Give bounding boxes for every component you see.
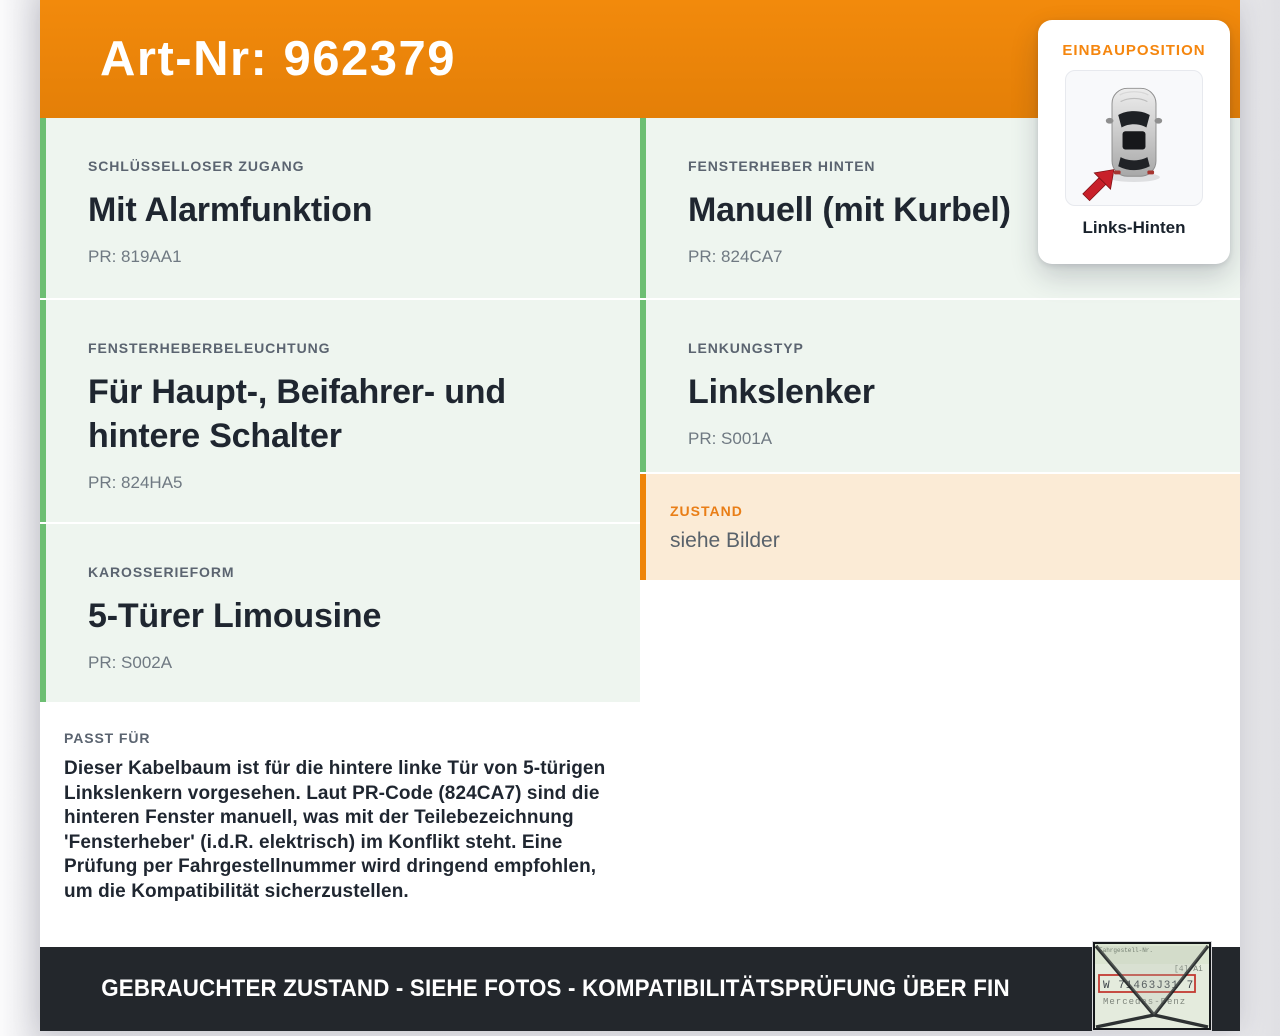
spec-pr-code: PR: 819AA1 [88,246,182,266]
spec-label: LENKUNGSTYP [688,340,804,356]
spec-card-schluesselloser-zugang [40,118,640,298]
spec-pr-code: PR: 824CA7 [688,246,783,266]
registration-document-icon [1092,941,1212,1031]
einbauposition-label: EINBAUPOSITION [1062,42,1206,59]
einbauposition-card [1038,20,1230,264]
spec-card-lenkungstyp [640,300,1240,472]
spec-card-karosserieform [40,524,640,702]
footer-note: GEBRAUCHTER ZUSTAND - SIEHE FOTOS - KOMPATIBILITÄTSPRÜFUNG ÜBER FIN [100,975,1010,1002]
car-taillight-right [1147,171,1154,175]
spec-label: FENSTERHEBERBELEUCHTUNG [88,340,331,356]
fits-for-label: PASST FÜR [64,730,151,746]
doc-brand-text: Mercedes-Benz [1103,997,1187,1007]
spec-label: SCHLÜSSELLOSER ZUGANG [88,158,305,174]
doc-top-label: Fahrgestell-Nr. [1099,947,1154,954]
condition-card [640,474,1240,580]
condition-value: siehe Bilder [670,529,780,552]
spec-pr-code: PR: S002A [88,652,173,672]
spec-label: FENSTERHEBER HINTEN [688,158,876,174]
doc-fin-text: W 71463J31 7 [1103,980,1195,992]
car-mirror-left [1106,118,1114,124]
spec-value: Manuell (mit Kurbel) [688,191,1011,229]
spec-pr-code: PR: S001A [688,428,773,448]
spec-value: Für Haupt-, Beifahrer- und hintere Schalter [88,373,506,455]
spec-pr-code: PR: 824HA5 [88,472,183,492]
einbauposition-value: Links-Hinten [1082,218,1186,237]
fits-for-card [40,704,640,940]
car-top-view-icon [1074,73,1194,203]
car-image-box [1065,70,1203,206]
spec-card-fensterheberbeleuchtung [40,300,640,522]
car-taillight-left [1114,171,1121,175]
spec-value: Mit Alarmfunktion [88,191,373,229]
page-title: Art-Nr: 962379 [100,32,456,86]
left-column [40,118,640,940]
spec-value: Linkslenker [688,373,875,411]
registration-document-thumbnail [1092,941,1212,1031]
fits-for-description: Dieser Kabelbaum ist für die hintere linke Tür von 5-türigen Linkslenkern vorgesehen. Laut PR-Code (824CA7) sind die hinteren Fenster manuell, was mit der Teilebezeichnung 'Fensterheber' (i.d.R. elektrisch) im Konflikt steht. Eine Prüfung per Fahrgestellnummer wird dringend empfohlen, um die Kompatibilität sicherzustellen. [64,758,606,902]
condition-label: ZUSTAND [670,503,743,519]
doc-misc-text: [4] Ai [1174,965,1203,974]
car-mirror-right [1155,118,1163,124]
spec-value: 5-Türer Limousine [88,597,382,635]
spec-label: KAROSSERIEFORM [88,564,235,580]
footer-bar [40,947,1240,1031]
product-sheet [40,0,1240,1031]
